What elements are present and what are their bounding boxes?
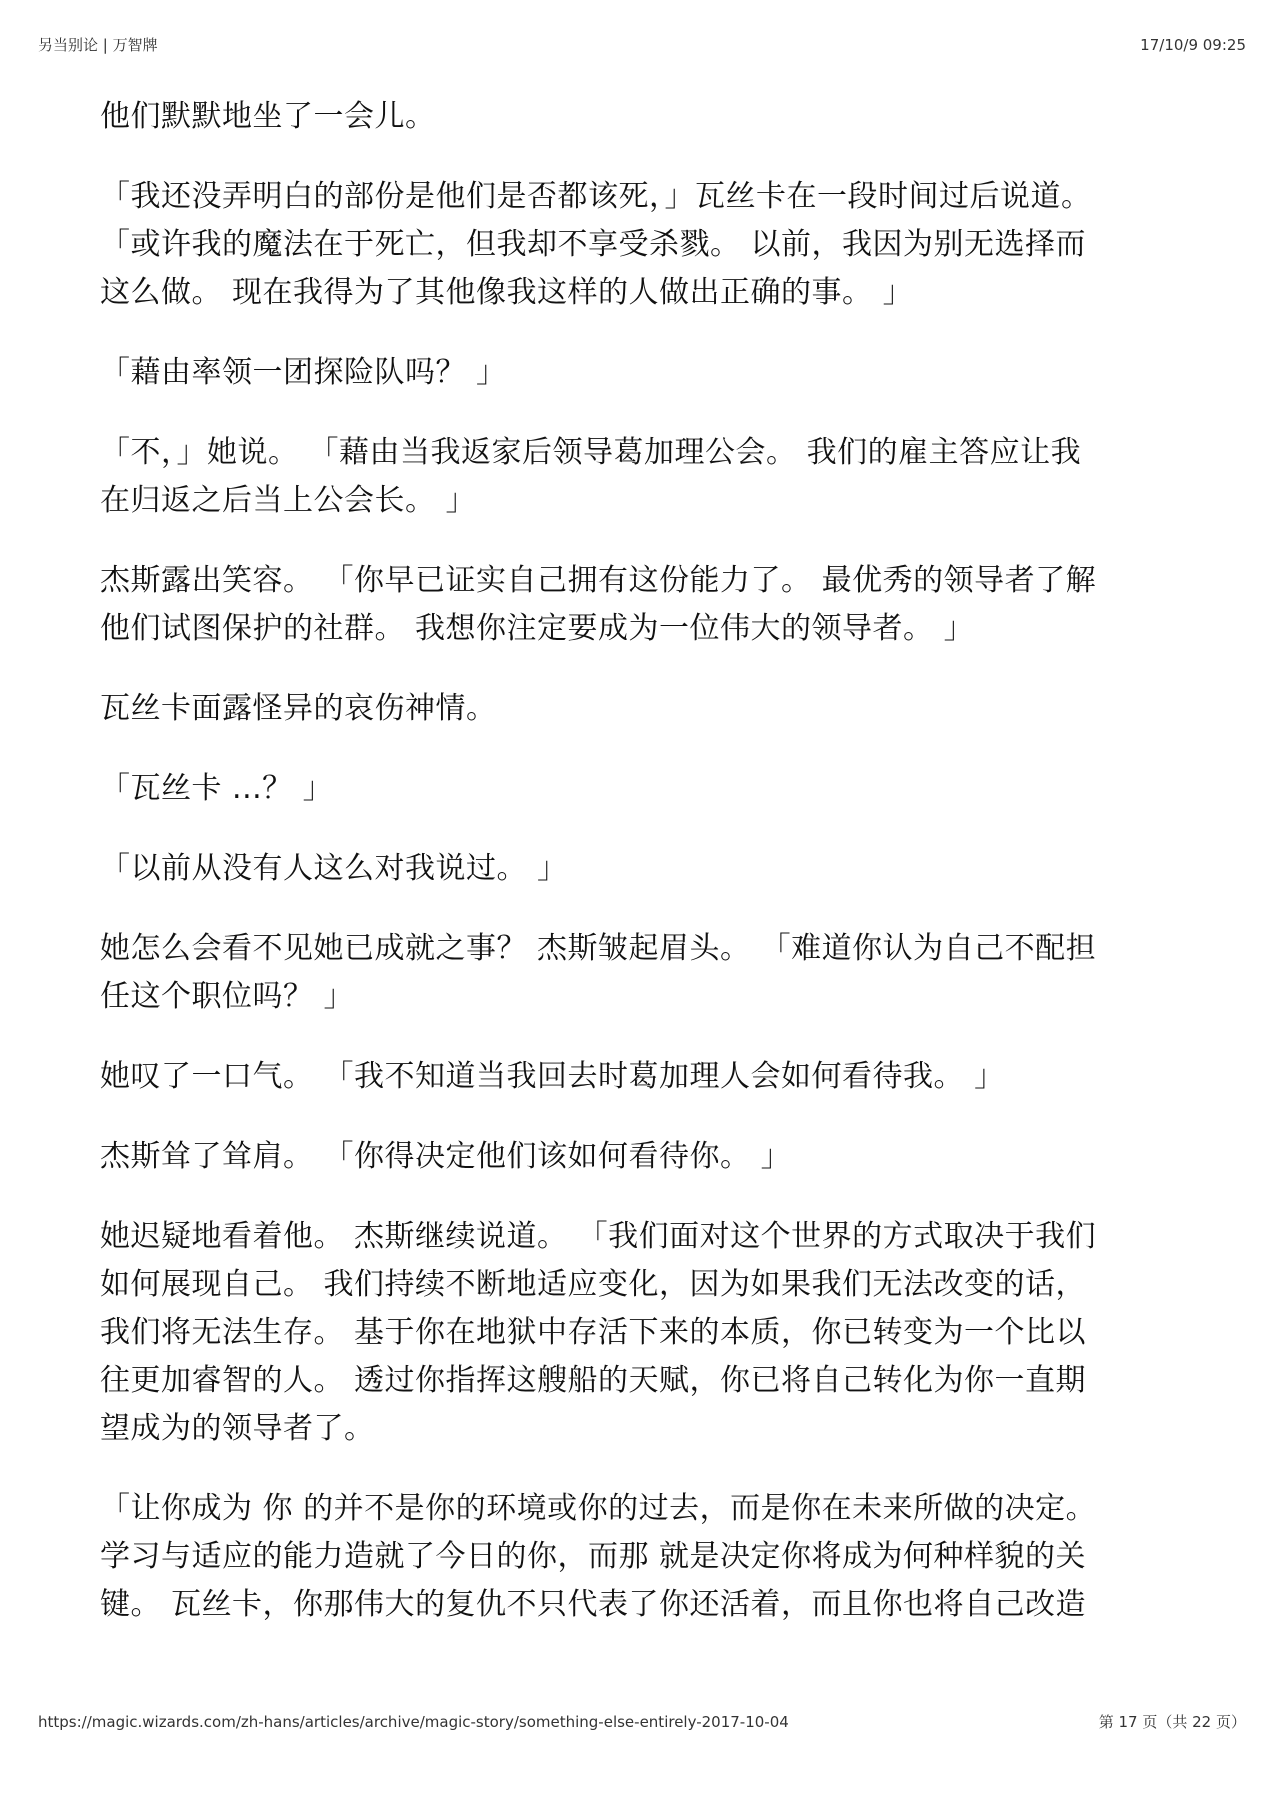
paragraph-line: 他们默默地坐了一会儿。 (100, 99, 436, 134)
paragraph-line: 「藉由率领一团探险队吗？ 」 (100, 355, 507, 390)
paragraph (100, 765, 1180, 813)
article-body (100, 93, 1180, 1661)
paragraph (100, 349, 1180, 397)
paragraph-line: 「瓦丝卡 ...？ 」 (100, 771, 334, 806)
paragraph-line: 「不，」她说。 「藉由当我返家后领导葛加理公会。 我们的雇主答应让我 (100, 435, 1082, 470)
paragraph-line: 杰斯露出笑容。 「你早已证实自己拥有这份能力了。 最优秀的领导者了解 (100, 563, 1097, 598)
paragraph-line: 她迟疑地看着他。 杰斯继续说道。 「我们面对这个世界的方式取决于我们 (100, 1219, 1097, 1254)
paragraph-line: 她叹了一口气。 「我不知道当我回去时葛加理人会如何看待我。 」 (100, 1059, 1005, 1094)
paragraph-line: 望成为的领导者了。 (100, 1411, 375, 1446)
paragraph (100, 1133, 1180, 1181)
paragraph-line: 她怎么会看不见她已成就之事？ 杰斯皱起眉头。 「难道你认为自己不配担 (100, 931, 1097, 966)
paragraph-line: 我们将无法生存。 基于你在地狱中存活下来的本质，你已转变为一个比以 (100, 1315, 1087, 1350)
paragraph (100, 685, 1180, 733)
paragraph-line: 学习与适应的能力造就了今日的你，而那 就是决定你将成为何种样貌的关 (100, 1539, 1087, 1574)
paragraph (100, 845, 1180, 893)
paragraph-line: 在归返之后当上公会长。 」 (100, 483, 477, 518)
paragraph (100, 1053, 1180, 1101)
header-title: 另当别论 | 万智牌 (38, 36, 158, 54)
paragraph (100, 925, 1180, 1021)
paragraph-line: 杰斯耸了耸肩。 「你得决定他们该如何看待你。 」 (100, 1139, 792, 1174)
paragraph (100, 1213, 1180, 1453)
footer-url: https://magic.wizards.com/zh-hans/articles/archive/magic-story/something-else-entirely-2017-10-04 (38, 1713, 789, 1731)
paragraph-line: 瓦丝卡面露怪异的哀伤神情。 (100, 691, 497, 726)
header-datetime: 17/10/9 09:25 (1140, 36, 1246, 54)
paragraph (100, 429, 1180, 525)
paragraph-line: 键。 瓦丝卡，你那伟大的复仇不只代表了你还活着，而且你也将自己改造 (100, 1587, 1087, 1622)
paragraph (100, 1485, 1180, 1629)
paragraph-line: 「让你成为 你 的并不是你的环境或你的过去，而是你在未来所做的决定。 (100, 1491, 1097, 1526)
paragraph-line: 这么做。 现在我得为了其他像我这样的人做出正确的事。 」 (100, 275, 914, 310)
paragraph-line: 往更加睿智的人。 透过你指挥这艘船的天赋，你已将自己转化为你一直期 (100, 1363, 1087, 1398)
paragraph-line: 「或许我的魔法在于死亡，但我却不享受杀戮。 以前，我因为别无选择而 (100, 227, 1087, 262)
paragraph-line: 他们试图保护的社群。 我想你注定要成为一位伟大的领导者。 」 (100, 611, 975, 646)
paragraph-line: 如何展现自己。 我们持续不断地适应变化，因为如果我们无法改变的话， (100, 1267, 1087, 1302)
footer-page-number: 第 17 页（共 22 页） (1098, 1713, 1246, 1731)
paragraph (100, 93, 1180, 141)
paragraph-line: 「我还没弄明白的部份是他们是否都该死，」瓦丝卡在一段时间过后说道。 (100, 179, 1092, 214)
paragraph-line: 「以前从没有人这么对我说过。 」 (100, 851, 568, 886)
paragraph (100, 173, 1180, 317)
paragraph-line: 任这个职位吗？ 」 (100, 979, 355, 1014)
paragraph (100, 557, 1180, 653)
